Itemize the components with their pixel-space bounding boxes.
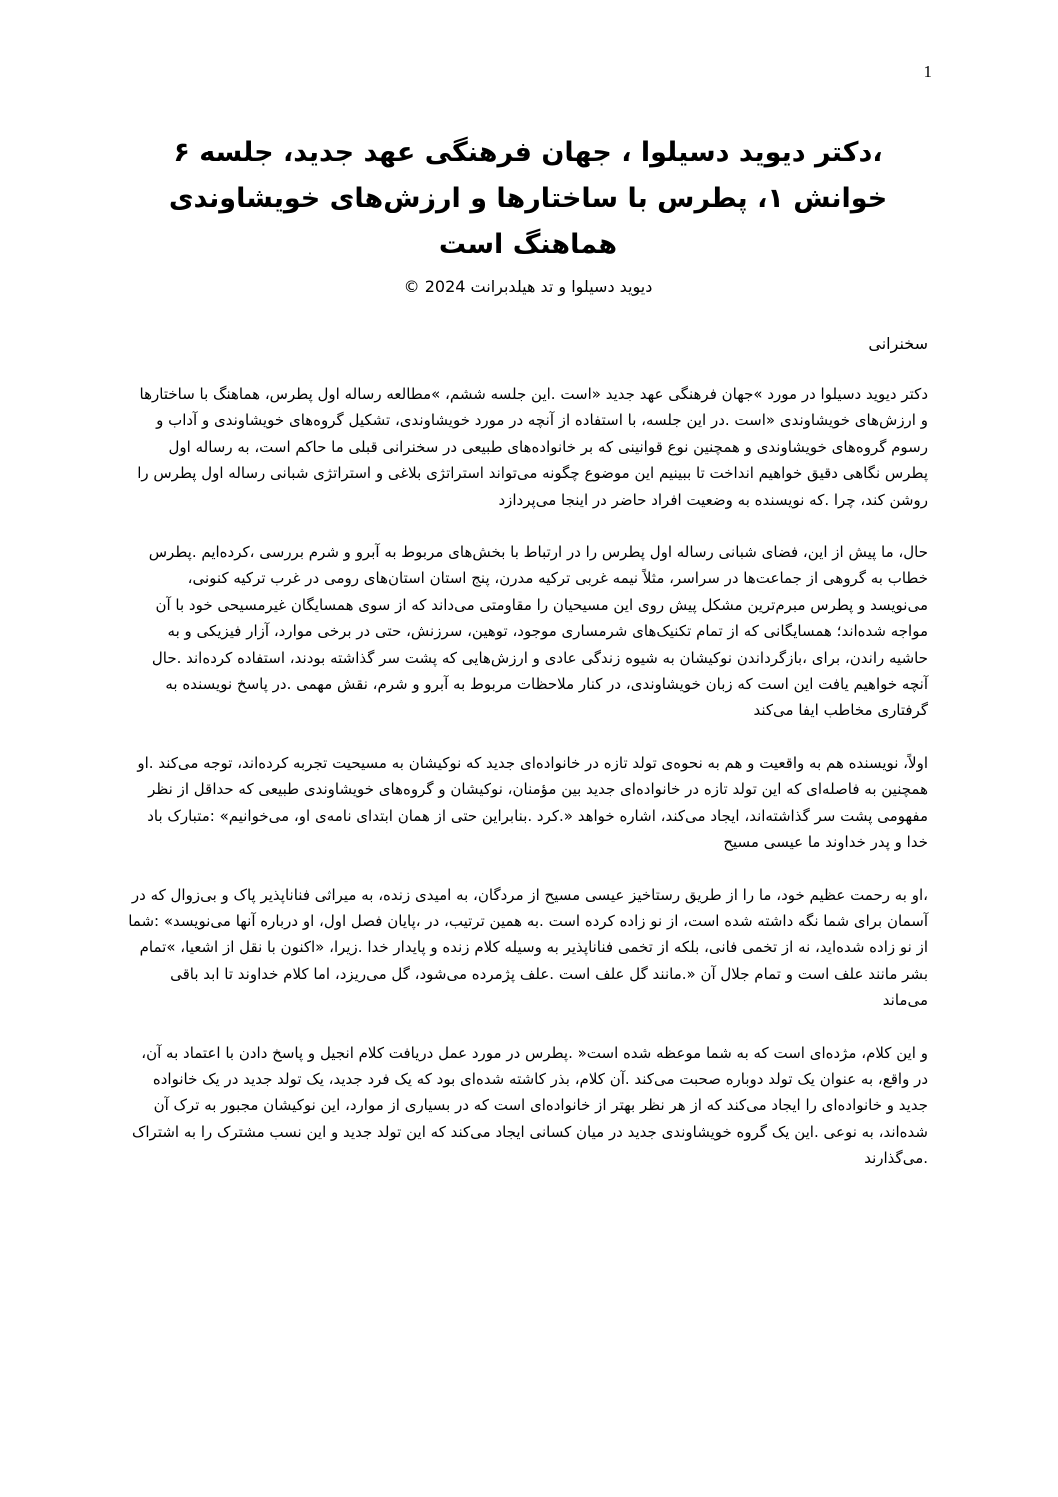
page-number: 1 [923,62,932,81]
title-line-2: خوانش ۱، پطرس با ساختارها و ارزش‌های خویشاوندی [168,183,888,214]
section-label: سخنرانی [868,334,928,353]
title-line-3: هماهنگ است [438,229,618,260]
title-line-1: ،دکتر دیوید دسیلوا ، جهان فرهنگی عهد جدید، جلسه ۶ [173,137,883,168]
paragraph-2: حال، ما پیش از این، فضای شبانی رساله اول پطرس را در ارتباط با بخش‌های مربوط به آبرو و شرم بررسی ،کرده‌ایم .پطرس خطاب به گروهی از جماعت‌ها در سراسر، مثلاً نیمه غربی ترکیه مدرن، پنج استان استان‌های رومی در غرب ترکیه کنونی، می‌نویسد و پطرس مبرم‌ترین مشکل پیش روی این مسیحیان را مقاومتی می‌داند که از سوی همسایگان غیرمسیحی خود با آن مواجه شده‌اند؛ همسایگانی که از تمام تکنیک‌های شرمساری موجود، توهین، سرزنش، حتی در برخی موارد، آزار فیزیکی و به حاشیه راندن، برای ،بازگرداندن نوکیشان به شیوه زندگی عادی و ارزش‌هایی که پشت سر گذاشته بودند، استفاده کرده‌اند .حال آنچه خواهیم یافت این است که زبان خویشاوندی، در کنار ملاحظات مربوط به آبرو و شرم، نقش مهمی .در پاسخ نویسنده به گرفتاری مخاطب ایفا می‌کند [148,543,928,720]
paragraph-1: دکتر دیوید دسیلوا در مورد »جهان فرهنگی عهد جدید «است .این جلسه ششم، »مطالعه رساله اول پطرس، هماهنگ با ساختارها و ارزش‌های خویشاوندی «است .در این جلسه، با استفاده از آنچه در مورد خویشاوندی، تشکیل گروه‌های خویشاوندی و آداب و رسوم گروه‌های خویشاوندی و همچنین نوع قوانینی که بر خانواده‌های طبیعی در سخنرانی قبلی ما حاکم است، به رساله اول پطرس نگاهی دقیق خواهیم انداخت تا ببینیم این موضوع چگونه می‌تواند استراتژی بلاغی و استراتژی شبانی رساله اول پطرس را روشن کند، چرا .که نویسنده به وضعیت افراد حاضر در اینجا می‌پردازد [137,385,928,509]
document-title [128,130,928,268]
paragraph-5: و این کلام، مژده‌ای است که به شما موعظه شده است« .پطرس در مورد عمل دریافت کلام انجیل و پاسخ دادن با اعتماد به آن، در واقع، به عنوان یک تولد دوباره صحبت می‌کند .آن کلام، بذر کاشته شده‌ای بود که یک فرد جدید، یک تولد جدید در یک خانواده جدید و خانواده‌ای را ایجاد می‌کند که از هر نظر بهتر از خانواده‌ای است که در بسیاری از موارد، این نوکیشان مجبور به ترک آن شده‌اند، به نوعی .این یک گروه خویشاوندی جدید در میان کسانی ایجاد می‌کند که این تولد جدید و این نسب مشترک را به اشتراک .می‌گذارند [131,1043,928,1168]
paragraph-3: اولاً، نویسنده هم به واقعیت و هم به نحوه‌ی تولد تازه در خانواده‌ای جدید که نوکیشان به مسیحیت تجربه کرده‌اند، توجه می‌کند .او همچنین به فاصله‌ای که این تولد تازه در خانواده‌ای جدید بین مؤمنان، نوکیشان و گروه‌های خویشاوندی طبیعی که حداقل از نظر مفهومی پشت سر گذاشته‌اند، ایجاد می‌کند، اشاره خواهد «.کرد .بنابراین حتی از همان ابتدای نامه‌ی او، می‌خوانیم» :متبارک باد خدا و پدر خداوند ما عیسی مسیح [137,753,928,852]
copyright-line: دیوید دسیلوا و تد هیلدبرانت 2024 © [403,277,653,296]
document-body [128,130,928,1198]
paragraph-4: ،او به رحمت عظیم خود، ما را از طریق رستاخیز عیسی مسیح از مردگان، به امیدی زنده، به میراثی فناناپذیر پاک و بی‌زوال که در آسمان برای شما نگه داشته شده است، از نو زاده کرده است .به همین ترتیب، در ،پایان فصل اول، او درباره آنها می‌نویسد» :شما از نو زاده شده‌اید، نه از تخمی فانی، بلکه از تخمی فناناپذیر به وسیله کلام زنده و پایدار خدا .زیرا، «اکنون با نقل از اشعیا، »تمام بشر مانند علف است و تمام جلال آن «.مانند گل علف است .علف پژمرده می‌شود، گل می‌ریزد، اما کلام خداوند تا ابد باقی می‌ماند [128,885,928,1010]
